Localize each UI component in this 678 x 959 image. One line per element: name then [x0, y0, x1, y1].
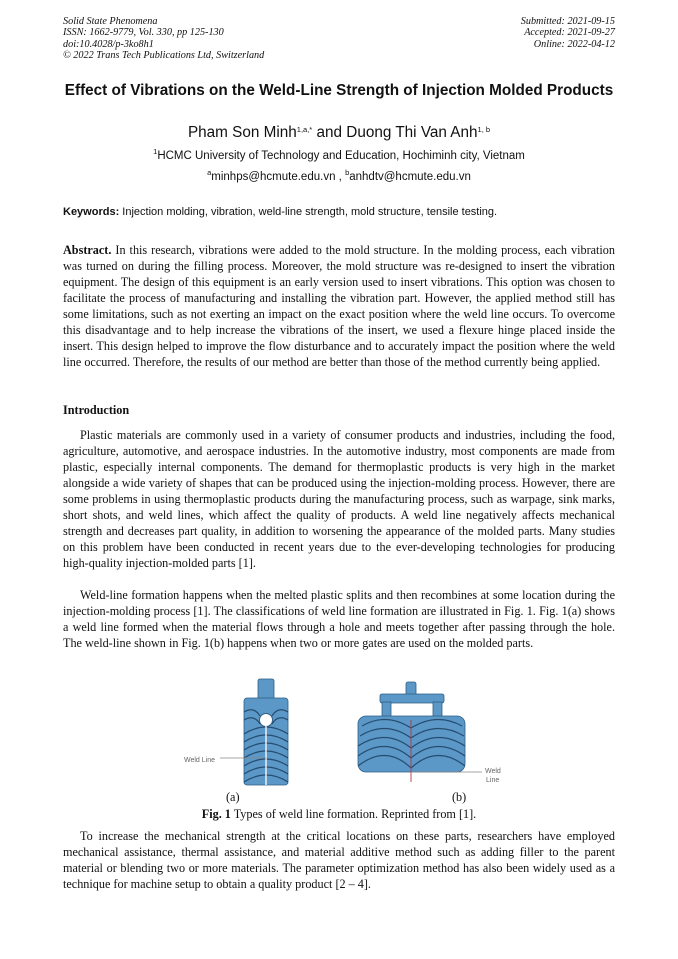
author-joiner: and — [312, 124, 347, 141]
part-b-two-gate-plate — [358, 682, 465, 782]
journal-doi: doi:10.4028/p-3ko8h1 — [63, 38, 154, 50]
weld-line-label-b-2: Line — [486, 777, 500, 784]
author-2-sup: 1, b — [477, 125, 491, 134]
part-a-plate-with-hole — [244, 679, 288, 785]
keywords-label: Keywords: — [63, 206, 120, 218]
author-1-sup: 1,a,* — [296, 125, 313, 134]
journal-issn: ISSN: 1662-9779, Vol. 330, pp 125-130 — [63, 27, 224, 39]
author-list — [63, 124, 615, 142]
email-b-sup: b — [345, 168, 350, 177]
author-emails — [63, 168, 615, 183]
section-heading-introduction: Introduction — [63, 403, 130, 417]
affiliation-sup: 1 — [153, 147, 158, 156]
intro-paragraph-1: Plastic materials are commonly used in a variety of consumer products and industries, including the food, agriculture, automotive, and aerospace industries. In the automotive industry, most components are made from plastic, especially internal components. The demand for thermoplastic products is very high in the market alongside a wide variety of shapes that can be produced using the injection-molding process. However, there are some problems in using thermoplastic products during the manufacturing process, such as warpage, sink marks, short shots, and weld lines, which affect the quality of products. A weld line negatively affects mechanical strength and decreases part quality, in addition to worsening the appearance of the molded parts. Many studies on this problem have been conducted in recent years due to the ever-developing technologies for producing high-quality injection-molded parts [1]. — [63, 428, 615, 570]
figure-1-weld-line-types — [182, 676, 512, 788]
intro-paragraph-3: To increase the mechanical strength at the critical locations on these parts, researchers have employed mechanical assistance, thermal assistance, and material additive method such as adding filler to the parent material or blending two or more materials. The parameter optimization method has also been widely used as a technique for machine setup to obtain a quality product [2 – 4]. — [63, 829, 615, 891]
submitted-date: Submitted: 2021-09-15 — [520, 16, 615, 27]
journal-info — [63, 16, 264, 62]
journal-copyright: © 2022 Trans Tech Publications Ltd, Switzerland — [63, 50, 265, 62]
weld-line-label-a: Weld Line — [184, 757, 216, 764]
keywords — [63, 206, 615, 218]
author-1-name: Pham Son Minh — [187, 124, 297, 141]
abstract-label: Abstract. — [63, 243, 112, 257]
affiliation-text: HCMC University of Technology and Education, Hochiminh city, Vietnam — [157, 150, 525, 162]
abstract-text: In this research, vibrations were added to the mold structure. In the molding process, each vibration was turned on during the filling process. Moreover, the mold structure was re-designed to insert the vibration equipment. The design of this equipment is an early version used to insert vibrations. This option was chosen to facilitate the process of manufacturing and installing the vibration part. However, the applied method still has some limitations, such as not exerting an impact on the exact position where the weld line occurs. To overcome this disadvantage and to help increase the vibrations of the insert, we used a flexure hinge placed inside the insert. This design helped to improve the flow disturbance and to accurately impact the position where the weld line occurred. Therefore, the results of our method are better than those of the method currently being applied. — [63, 243, 615, 369]
keywords-text: Injection molding, vibration, weld-line strength, mold structure, tensile testing. — [119, 206, 498, 218]
figure-1-caption-text: Types of weld line formation. Reprinted from [1]. — [230, 807, 477, 821]
email-a-sup: a — [207, 168, 212, 177]
email-sep: , — [335, 171, 346, 183]
author-2-name: Duong Thi Van Anh — [346, 124, 478, 141]
figure-1b-label: (b) — [452, 790, 467, 804]
abstract — [63, 242, 615, 370]
submission-dates — [521, 16, 615, 50]
email-b[interactable]: anhdtv@hcmute.edu.vn — [349, 171, 471, 183]
affiliation — [63, 147, 615, 162]
online-date: Online: 2022-04-12 — [533, 38, 615, 50]
accepted-date: Accepted: 2021-09-27 — [524, 27, 615, 39]
figure-1-caption-label: Fig. 1 — [201, 807, 231, 821]
figure-1-caption — [63, 807, 615, 822]
journal-name: Solid State Phenomena — [63, 16, 158, 27]
email-a[interactable]: minhps@hcmute.edu.vn — [211, 171, 336, 183]
weld-line-label-b-1: Weld — [485, 768, 501, 775]
paper-title: Effect of Vibrations on the Weld-Line Strength of Injection Molded Products — [64, 82, 614, 99]
figure-1a-label: (a) — [226, 790, 240, 804]
intro-paragraph-2: Weld-line formation happens when the melted plastic splits and then recombines at some location during the injection-molding process [1]. The classifications of weld line formation are illustrated in Fig. 1. Fig. 1(a) shows a weld line formed when the material flows through a hole and meets together after passing through the hole. The weld-line shown in Fig. 1(b) happens when two or more gates are used on the molded parts. — [63, 588, 615, 650]
